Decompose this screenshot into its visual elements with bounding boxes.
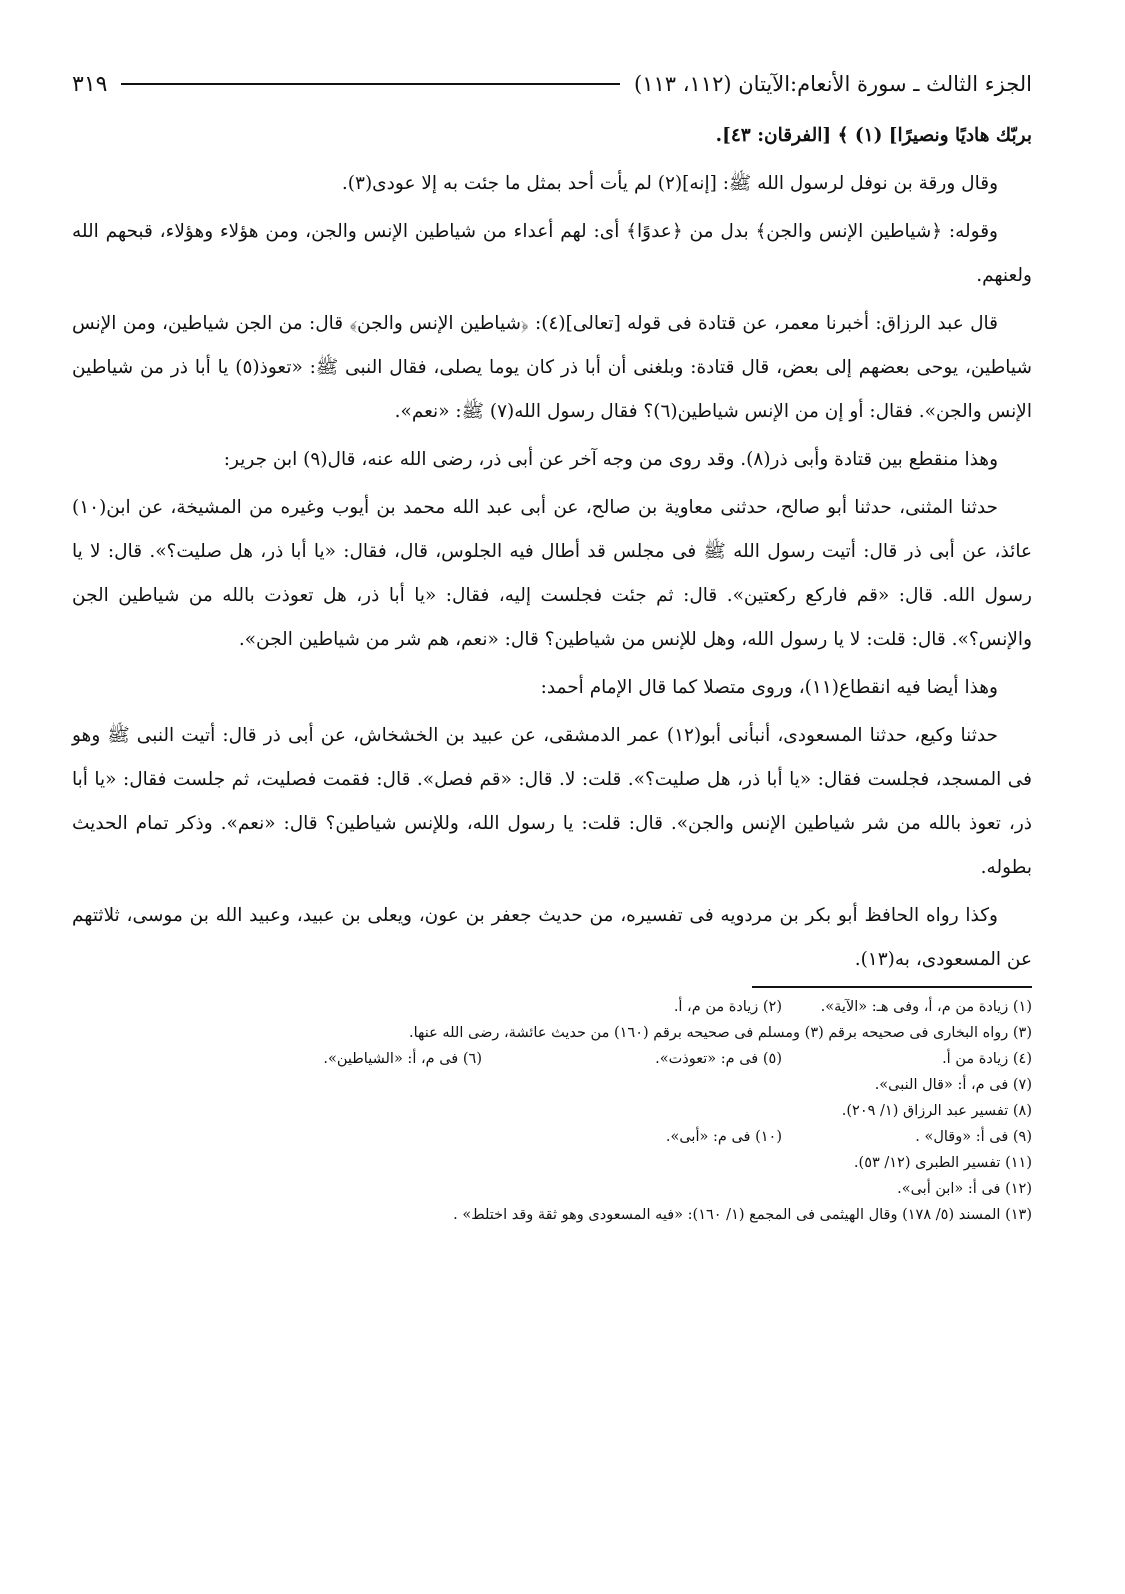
paragraph: حدثنا وكيع، حدثنا المسعودى، أنبأنى أبو(١٢) عمر الدمشقى، عن عبيد بن الخشخاش، عن أبى ذر قال: أتيت النبى ﷺ وهو فى المسجد، فجلست فقال: «يا أبا ذر، هل صليت؟». قلت: لا. قال: «قم فصل». قال: فقمت فصليت، ثم جلست فقال: «يا أبا ذر، تعوذ بالله من شر شياطين الإنس والجن». قال: قلت: يا رسول الله، وللإنس شياطين؟ قال: «نعم». وذكر تمام الحديث بطوله. <box>72 725 1032 878</box>
footnote: (٥) فى م: «تعوذت». <box>655 1051 782 1067</box>
footnote-row <box>72 1072 1032 1098</box>
footnote: (٢) زيادة من م، أ. <box>673 999 782 1015</box>
footnote-separator <box>752 986 1032 988</box>
footnote: (٩) فى أ: «وقال» . <box>915 1129 1032 1145</box>
footnote: (٧) فى م، أ: «قال النبى». <box>874 1077 1032 1093</box>
paragraph: حدثنا المثنى، حدثنا أبو صالح، حدثنى معاوية بن صالح، عن أبى عبد الله محمد بن أيوب وغيره من المشيخة، عن ابن(١٠) عائذ، عن أبى ذر قال: أتيت رسول الله ﷺ فى مجلس قد أطال فيه الجلوس، قال، فقال: «يا أبا ذر، هل صليت؟». قال: لا يا رسول الله. قال: «قم فاركع ركعتين». قال: ثم جئت فجلست إليه، فقال: «يا أبا ذر، هل تعوذت بالله من شياطين الجن والإنس؟». قال: قلت: لا يا رسول الله، وهل للإنس من شياطين؟ قال: «نعم، هم شر من شياطين الجن». <box>72 497 1032 650</box>
book-page <box>72 62 1032 1228</box>
footnote: (١) زيادة من م، أ، وفى هـ: «الآية». <box>820 999 1032 1015</box>
paragraph: وقوله: ﴿شياطين الإنس والجن﴾ بدل من ﴿عدوًا﴾ أى: لهم أعداء من شياطين الإنس والجن، ومن هؤلاء وهؤلاء، قبحهم الله ولعنهم. <box>72 221 1032 286</box>
footnotes <box>72 994 1032 1228</box>
footnote-row <box>72 1150 1032 1176</box>
footnote-row <box>72 1176 1032 1202</box>
footnote-row <box>72 1098 1032 1124</box>
footnote: (١١) تفسير الطبرى (١٢/ ٥٣). <box>853 1155 1032 1171</box>
footnote: (٨) تفسير عبد الرزاق (١/ ٢٠٩). <box>841 1103 1032 1119</box>
header-rule <box>121 83 620 85</box>
paragraph: وكذا رواه الحافظ أبو بكر بن مردويه فى تفسيره، من حديث جعفر بن عون، ويعلى بن عبيد، وعبيد الله بن موسى، ثلاثتهم عن المسعودى، به(١٣). <box>72 905 1032 970</box>
footnote-row <box>72 1202 1032 1228</box>
page-number: ٣١٩ <box>72 71 108 97</box>
footnote-row <box>72 994 1032 1020</box>
paragraph: وقال ورقة بن نوفل لرسول الله ﷺ: [إنه](٢) لم يأت أحد بمثل ما جئت به إلا عودى(٣). <box>341 173 998 194</box>
footnote-row <box>72 1046 1032 1072</box>
paragraph: وهذا أيضا فيه انقطاع(١١)، وروى متصلا كما قال الإمام أحمد: <box>540 677 998 698</box>
running-title: الجزء الثالث ـ سورة الأنعام:الآيتان (١١٢، ١١٣) <box>634 72 1032 96</box>
footnote-row <box>72 1124 1032 1150</box>
paragraph-quran-continuation: بربّك هاديًا ونصيرًا] (١) ﴾ [الفرقان: ٤٣]. <box>715 125 1032 146</box>
footnote: (١٠) فى م: «أبى». <box>665 1129 782 1145</box>
footnote: (٣) رواه البخارى فى صحيحه برقم (٣) ومسلم فى صحيحه برقم (١٦٠) من حديث عائشة، رضى الله عنها. <box>409 1025 1032 1041</box>
running-header <box>72 62 1032 106</box>
paragraph: قال عبد الرزاق: أخبرنا معمر، عن قتادة فى قوله [تعالى](٤): ﴿شياطين الإنس والجن﴾ قال: من الجن شياطين، ومن الإنس شياطين، يوحى بعضهم إلى بعض، قال قتادة: وبلغنى أن أبا ذر كان يوما يصلى، فقال النبى ﷺ: «تعوذ(٥) يا أبا ذر من شياطين الإنس والجن». فقال: أو إن من الإنس شياطين(٦)؟ فقال رسول الله(٧) ﷺ: «نعم». <box>72 313 1032 422</box>
footnote: (١٣) المسند (٥/ ١٧٨) وقال الهيثمى فى المجمع (١/ ١٦٠): «فيه المسعودى وهو ثقة وقد اختلط» . <box>453 1207 1032 1223</box>
footnote: (٤) زيادة من أ. <box>942 1051 1032 1067</box>
main-text <box>72 114 1032 982</box>
footnote: (١٢) فى أ: «ابن أبى». <box>897 1181 1032 1197</box>
paragraph: وهذا منقطع بين قتادة وأبى ذر(٨). وقد روى من وجه آخر عن أبى ذر، رضى الله عنه، قال(٩) ابن جرير: <box>223 449 998 470</box>
footnote-row <box>72 1020 1032 1046</box>
footnote: (٦) فى م، أ: «الشياطين». <box>323 1051 482 1067</box>
